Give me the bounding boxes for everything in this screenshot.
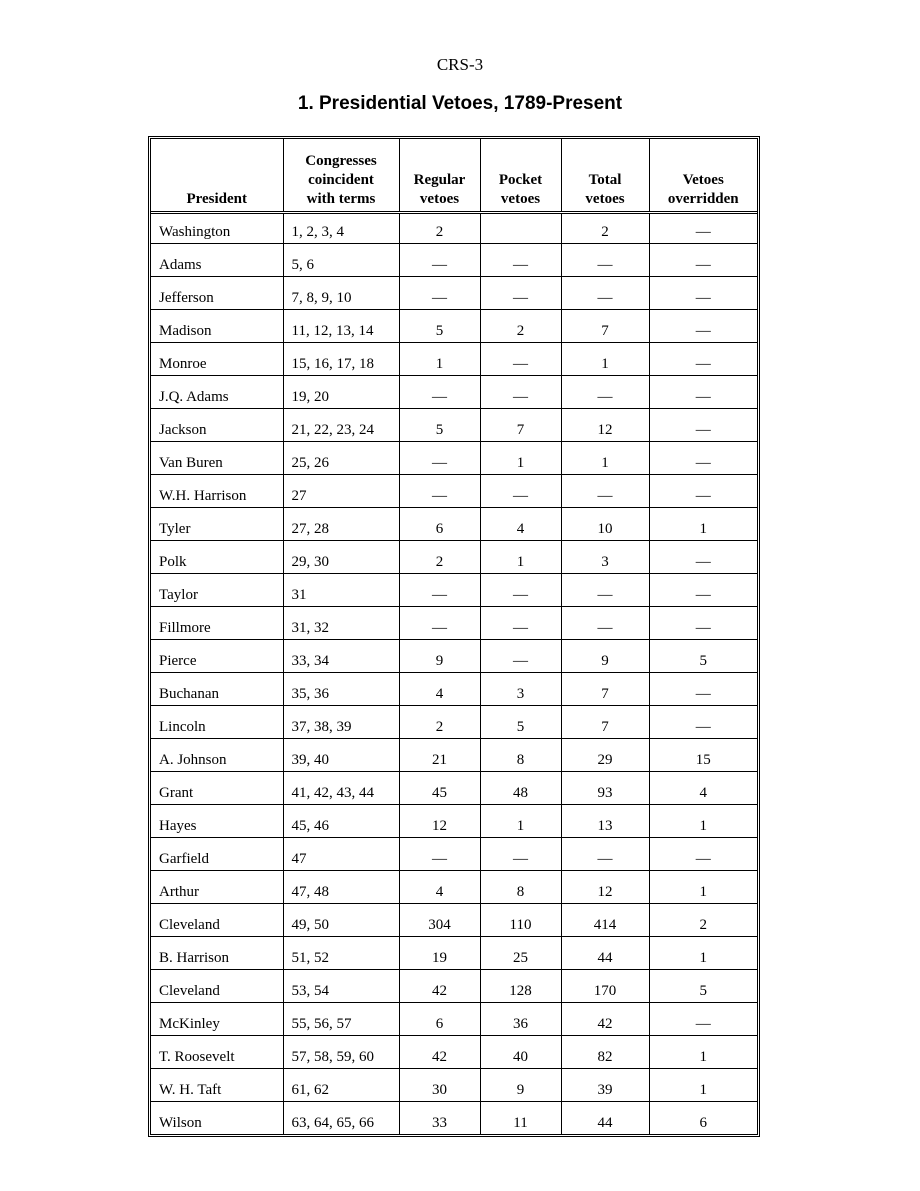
congresses-cell: 27, 28 (283, 508, 399, 541)
vetoes-overridden-cell: — (649, 376, 757, 409)
congresses-cell: 11, 12, 13, 14 (283, 310, 399, 343)
table-row (151, 343, 757, 376)
total-vetoes-cell: 82 (561, 1036, 649, 1069)
pocket-vetoes-cell: — (480, 640, 561, 673)
total-vetoes-cell: — (561, 838, 649, 871)
president-cell: Washington (151, 213, 283, 244)
regular-vetoes-cell: 12 (399, 805, 480, 838)
regular-vetoes-cell: 304 (399, 904, 480, 937)
total-vetoes-cell: 3 (561, 541, 649, 574)
pocket-vetoes-cell: 1 (480, 442, 561, 475)
total-vetoes-cell: 7 (561, 706, 649, 739)
pocket-vetoes-cell: 40 (480, 1036, 561, 1069)
total-vetoes-cell: 13 (561, 805, 649, 838)
regular-vetoes-cell: 2 (399, 706, 480, 739)
regular-vetoes-cell: — (399, 442, 480, 475)
vetoes-overridden-cell: — (649, 541, 757, 574)
president-cell: Madison (151, 310, 283, 343)
president-cell: Cleveland (151, 904, 283, 937)
regular-vetoes-cell: 9 (399, 640, 480, 673)
vetoes-overridden-cell: — (649, 244, 757, 277)
total-vetoes-cell: 2 (561, 213, 649, 244)
pocket-vetoes-cell: 8 (480, 739, 561, 772)
header-total-vetoes: Total vetoes (561, 139, 649, 213)
president-cell: Adams (151, 244, 283, 277)
table-row (151, 970, 757, 1003)
pocket-vetoes-cell: 11 (480, 1102, 561, 1135)
total-vetoes-cell: — (561, 277, 649, 310)
regular-vetoes-cell: 30 (399, 1069, 480, 1102)
pocket-vetoes-cell: 9 (480, 1069, 561, 1102)
regular-vetoes-cell: 21 (399, 739, 480, 772)
congresses-cell: 53, 54 (283, 970, 399, 1003)
header-pocket-vetoes: Pocket vetoes (480, 139, 561, 213)
president-cell: Garfield (151, 838, 283, 871)
congresses-cell: 31 (283, 574, 399, 607)
pocket-vetoes-cell: 2 (480, 310, 561, 343)
regular-vetoes-cell: — (399, 244, 480, 277)
table-row (151, 475, 757, 508)
president-cell: Jefferson (151, 277, 283, 310)
header-president: President (151, 139, 283, 213)
president-cell: Hayes (151, 805, 283, 838)
regular-vetoes-cell: — (399, 376, 480, 409)
regular-vetoes-cell: 42 (399, 1036, 480, 1069)
total-vetoes-cell: 414 (561, 904, 649, 937)
header-row (151, 139, 757, 213)
president-cell: W. H. Taft (151, 1069, 283, 1102)
vetoes-overridden-cell: — (649, 213, 757, 244)
table-row (151, 409, 757, 442)
vetoes-overridden-cell: — (649, 607, 757, 640)
total-vetoes-cell: — (561, 376, 649, 409)
total-vetoes-cell: 44 (561, 937, 649, 970)
table-row (151, 1102, 757, 1135)
header-vetoes-overridden: Vetoes overridden (649, 139, 757, 213)
congresses-cell: 61, 62 (283, 1069, 399, 1102)
pocket-vetoes-cell: 7 (480, 409, 561, 442)
regular-vetoes-cell: — (399, 475, 480, 508)
president-cell: Jackson (151, 409, 283, 442)
pocket-vetoes-cell: — (480, 475, 561, 508)
congresses-cell: 57, 58, 59, 60 (283, 1036, 399, 1069)
congresses-cell: 33, 34 (283, 640, 399, 673)
congresses-cell: 49, 50 (283, 904, 399, 937)
regular-vetoes-cell: — (399, 607, 480, 640)
total-vetoes-cell: 1 (561, 442, 649, 475)
table-body (151, 213, 757, 1135)
table-row (151, 904, 757, 937)
table-row (151, 277, 757, 310)
congresses-cell: 19, 20 (283, 376, 399, 409)
president-cell: W.H. Harrison (151, 475, 283, 508)
congresses-cell: 7, 8, 9, 10 (283, 277, 399, 310)
pocket-vetoes-cell: — (480, 574, 561, 607)
regular-vetoes-cell: 6 (399, 508, 480, 541)
table-row (151, 310, 757, 343)
table-row (151, 706, 757, 739)
table-row (151, 541, 757, 574)
pocket-vetoes-cell: 5 (480, 706, 561, 739)
table-title: 1. Presidential Vetoes, 1789-Present (297, 93, 623, 114)
vetoes-overridden-cell: — (649, 277, 757, 310)
table-row (151, 376, 757, 409)
vetoes-overridden-cell: — (649, 442, 757, 475)
president-cell: T. Roosevelt (151, 1036, 283, 1069)
pocket-vetoes-cell: — (480, 607, 561, 640)
table-row (151, 213, 757, 244)
pocket-vetoes-cell: 4 (480, 508, 561, 541)
regular-vetoes-cell: 42 (399, 970, 480, 1003)
regular-vetoes-cell: — (399, 574, 480, 607)
president-cell: B. Harrison (151, 937, 283, 970)
vetoes-overridden-cell: — (649, 475, 757, 508)
table-row (151, 508, 757, 541)
regular-vetoes-cell: 45 (399, 772, 480, 805)
president-cell: Monroe (151, 343, 283, 376)
table-row (151, 574, 757, 607)
regular-vetoes-cell: 5 (399, 409, 480, 442)
table-row (151, 1069, 757, 1102)
vetoes-overridden-cell: 2 (649, 904, 757, 937)
total-vetoes-cell: 39 (561, 1069, 649, 1102)
vetoes-overridden-cell: 1 (649, 871, 757, 904)
congresses-cell: 1, 2, 3, 4 (283, 213, 399, 244)
total-vetoes-cell: 10 (561, 508, 649, 541)
regular-vetoes-cell: 6 (399, 1003, 480, 1036)
vetoes-overridden-cell: — (649, 838, 757, 871)
table-row (151, 937, 757, 970)
vetoes-overridden-cell: 1 (649, 805, 757, 838)
total-vetoes-cell: — (561, 475, 649, 508)
vetoes-overridden-cell: — (649, 310, 757, 343)
president-cell: Buchanan (151, 673, 283, 706)
regular-vetoes-cell: 33 (399, 1102, 480, 1135)
total-vetoes-cell: 9 (561, 640, 649, 673)
congresses-cell: 63, 64, 65, 66 (283, 1102, 399, 1135)
total-vetoes-cell: 7 (561, 673, 649, 706)
total-vetoes-cell: 1 (561, 343, 649, 376)
pocket-vetoes-cell: 110 (480, 904, 561, 937)
page-header: CRS-3 (436, 55, 484, 74)
regular-vetoes-cell: 2 (399, 213, 480, 244)
vetoes-overridden-cell: 4 (649, 772, 757, 805)
pocket-vetoes-cell: — (480, 376, 561, 409)
pocket-vetoes-cell: 128 (480, 970, 561, 1003)
vetoes-overridden-cell: — (649, 409, 757, 442)
congresses-cell: 25, 26 (283, 442, 399, 475)
pocket-vetoes-cell: 8 (480, 871, 561, 904)
regular-vetoes-cell: 19 (399, 937, 480, 970)
vetoes-overridden-cell: 1 (649, 508, 757, 541)
congresses-cell: 41, 42, 43, 44 (283, 772, 399, 805)
regular-vetoes-cell: 4 (399, 871, 480, 904)
total-vetoes-cell: — (561, 574, 649, 607)
pocket-vetoes-cell: 36 (480, 1003, 561, 1036)
table-row (151, 244, 757, 277)
vetoes-overridden-cell: — (649, 574, 757, 607)
vetoes-table-frame (148, 136, 760, 1137)
vetoes-overridden-cell: — (649, 706, 757, 739)
pocket-vetoes-cell: 3 (480, 673, 561, 706)
congresses-cell: 15, 16, 17, 18 (283, 343, 399, 376)
congresses-cell: 29, 30 (283, 541, 399, 574)
congresses-cell: 45, 46 (283, 805, 399, 838)
president-cell: Van Buren (151, 442, 283, 475)
congresses-cell: 27 (283, 475, 399, 508)
table-row (151, 838, 757, 871)
president-cell: Polk (151, 541, 283, 574)
total-vetoes-cell: 44 (561, 1102, 649, 1135)
regular-vetoes-cell: — (399, 277, 480, 310)
table-row (151, 442, 757, 475)
header-regular-vetoes: Regular vetoes (399, 139, 480, 213)
congresses-cell: 5, 6 (283, 244, 399, 277)
congresses-cell: 31, 32 (283, 607, 399, 640)
total-vetoes-cell: 12 (561, 409, 649, 442)
total-vetoes-cell: 170 (561, 970, 649, 1003)
total-vetoes-cell: — (561, 607, 649, 640)
president-cell: Arthur (151, 871, 283, 904)
pocket-vetoes-cell: 48 (480, 772, 561, 805)
vetoes-overridden-cell: — (649, 343, 757, 376)
regular-vetoes-cell: 1 (399, 343, 480, 376)
total-vetoes-cell: 93 (561, 772, 649, 805)
congresses-cell: 37, 38, 39 (283, 706, 399, 739)
congresses-cell: 47 (283, 838, 399, 871)
congresses-cell: 47, 48 (283, 871, 399, 904)
pocket-vetoes-cell (480, 213, 561, 244)
total-vetoes-cell: 42 (561, 1003, 649, 1036)
table-row (151, 739, 757, 772)
president-cell: J.Q. Adams (151, 376, 283, 409)
vetoes-overridden-cell: 1 (649, 1036, 757, 1069)
vetoes-overridden-cell: — (649, 1003, 757, 1036)
table-row (151, 805, 757, 838)
table-row (151, 871, 757, 904)
president-cell: Pierce (151, 640, 283, 673)
pocket-vetoes-cell: — (480, 343, 561, 376)
table-row (151, 1036, 757, 1069)
president-cell: Grant (151, 772, 283, 805)
total-vetoes-cell: 12 (561, 871, 649, 904)
header-congresses: Congresses coincident with terms (283, 139, 399, 213)
regular-vetoes-cell: — (399, 838, 480, 871)
table-row (151, 640, 757, 673)
congresses-cell: 35, 36 (283, 673, 399, 706)
president-cell: McKinley (151, 1003, 283, 1036)
vetoes-overridden-cell: 5 (649, 640, 757, 673)
pocket-vetoes-cell: 1 (480, 805, 561, 838)
congresses-cell: 39, 40 (283, 739, 399, 772)
vetoes-overridden-cell: — (649, 673, 757, 706)
congresses-cell: 21, 22, 23, 24 (283, 409, 399, 442)
president-cell: Fillmore (151, 607, 283, 640)
president-cell: Wilson (151, 1102, 283, 1135)
vetoes-overridden-cell: 15 (649, 739, 757, 772)
regular-vetoes-cell: 2 (399, 541, 480, 574)
president-cell: Cleveland (151, 970, 283, 1003)
total-vetoes-cell: — (561, 244, 649, 277)
pocket-vetoes-cell: — (480, 838, 561, 871)
congresses-cell: 51, 52 (283, 937, 399, 970)
pocket-vetoes-cell: — (480, 244, 561, 277)
president-cell: Lincoln (151, 706, 283, 739)
table-row (151, 607, 757, 640)
vetoes-overridden-cell: 5 (649, 970, 757, 1003)
table-row (151, 1003, 757, 1036)
president-cell: A. Johnson (151, 739, 283, 772)
total-vetoes-cell: 29 (561, 739, 649, 772)
pocket-vetoes-cell: 1 (480, 541, 561, 574)
vetoes-table (151, 139, 757, 1134)
vetoes-overridden-cell: 6 (649, 1102, 757, 1135)
pocket-vetoes-cell: 25 (480, 937, 561, 970)
table-row (151, 772, 757, 805)
pocket-vetoes-cell: — (480, 277, 561, 310)
regular-vetoes-cell: 5 (399, 310, 480, 343)
president-cell: Tyler (151, 508, 283, 541)
regular-vetoes-cell: 4 (399, 673, 480, 706)
total-vetoes-cell: 7 (561, 310, 649, 343)
president-cell: Taylor (151, 574, 283, 607)
table-row (151, 673, 757, 706)
vetoes-overridden-cell: 1 (649, 937, 757, 970)
vetoes-overridden-cell: 1 (649, 1069, 757, 1102)
congresses-cell: 55, 56, 57 (283, 1003, 399, 1036)
